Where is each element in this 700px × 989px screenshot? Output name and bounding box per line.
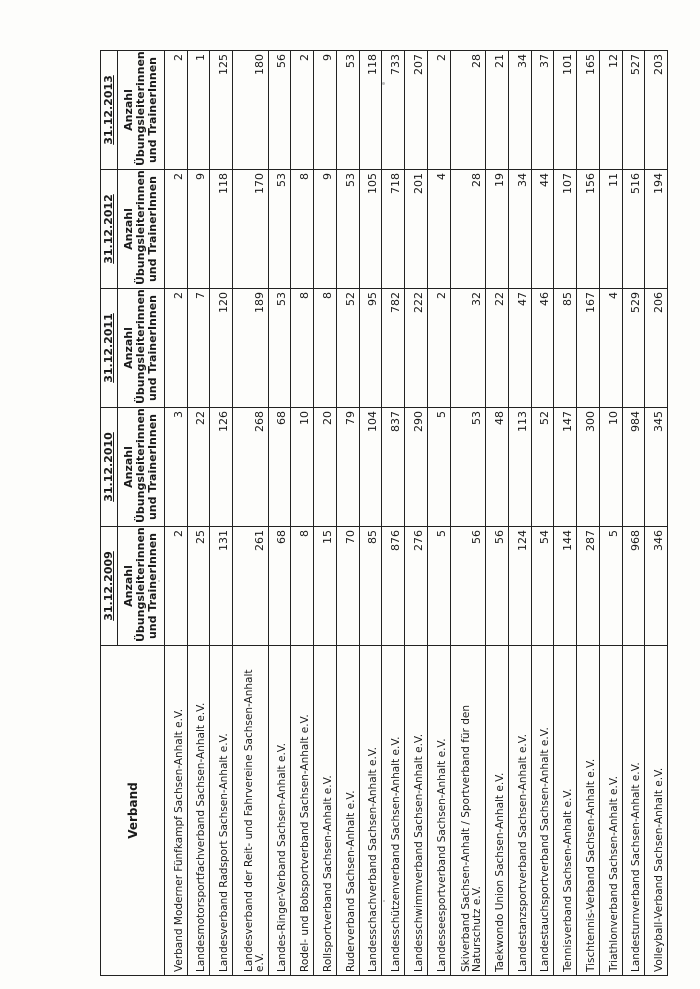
table-row xyxy=(336,51,359,976)
header-year: 31.12.2009 xyxy=(101,527,118,646)
count-cell: 28 xyxy=(450,170,486,289)
count-cell: 10 xyxy=(599,408,622,527)
count-cell: 733 xyxy=(382,51,405,170)
count-cell: 95 xyxy=(359,289,382,408)
table-row xyxy=(622,51,645,976)
table-row xyxy=(531,51,554,976)
count-cell: 2 xyxy=(165,289,188,408)
count-cell: 527 xyxy=(622,51,645,170)
table-row xyxy=(187,51,210,976)
count-cell: 3 xyxy=(165,408,188,527)
header-subtitle-line: und TrainerInnen xyxy=(146,532,159,640)
count-cell: 10 xyxy=(291,408,314,527)
count-cell: 118 xyxy=(210,170,233,289)
count-cell: 268 xyxy=(233,408,269,527)
count-cell: 837 xyxy=(382,408,405,527)
count-cell: 718 xyxy=(382,170,405,289)
count-cell: 53 xyxy=(268,170,291,289)
count-cell: 53 xyxy=(450,408,486,527)
count-cell: 276 xyxy=(405,527,428,646)
table-row xyxy=(577,51,600,976)
count-cell: 113 xyxy=(508,408,531,527)
count-cell: 207 xyxy=(405,51,428,170)
verband-name-cell: Landesturnverband Sachsen-Anhalt e.V. xyxy=(622,646,645,976)
count-cell: 107 xyxy=(554,170,577,289)
count-cell: 79 xyxy=(336,408,359,527)
table-row xyxy=(486,51,509,976)
count-cell: 189 xyxy=(233,289,269,408)
count-cell: 20 xyxy=(314,408,337,527)
table-row xyxy=(554,51,577,976)
header-year: 31.12.2013 xyxy=(101,51,118,170)
count-cell: 8 xyxy=(291,527,314,646)
count-cell: 12 xyxy=(599,51,622,170)
verband-name-cell: Landesverband Radsport Sachsen-Anhalt e.V. xyxy=(210,646,233,976)
count-cell: 1 xyxy=(187,51,210,170)
count-cell: 53 xyxy=(268,289,291,408)
header-subtitle-line: Anzahl xyxy=(122,446,135,488)
table-row xyxy=(645,51,668,976)
count-cell: 984 xyxy=(622,408,645,527)
count-cell: 125 xyxy=(210,51,233,170)
count-cell: 28 xyxy=(450,51,486,170)
verband-name-cell: Landesseesportverband Sachsen-Anhalt e.V. xyxy=(427,646,450,976)
count-cell: 48 xyxy=(486,408,509,527)
count-cell: 194 xyxy=(645,170,668,289)
rotated-table-wrapper xyxy=(100,50,668,976)
count-cell: 118 xyxy=(359,51,382,170)
verband-name-cell: Landesschachverband Sachsen-Anhalt e.V. xyxy=(359,646,382,976)
count-cell: 222 xyxy=(405,289,428,408)
header-subtitle-line: Übungsleiterinnen xyxy=(134,408,147,523)
header-subtitle-line: Übungsleiterinnen xyxy=(134,170,147,285)
header-subtitle xyxy=(118,170,165,289)
count-cell: 9 xyxy=(314,170,337,289)
header-subtitle-line: Anzahl xyxy=(122,89,135,131)
verband-name-cell: Tischtennis-Verband Sachsen-Anhalt e.V. xyxy=(577,646,600,976)
table-row xyxy=(165,51,188,976)
verband-name-cell: Landesschützenverband Sachsen-Anhalt e.V. xyxy=(382,646,405,976)
table-row xyxy=(599,51,622,976)
verband-name-cell: Rollsportverband Sachsen-Anhalt e.V. xyxy=(314,646,337,976)
table-row xyxy=(508,51,531,976)
count-cell: 56 xyxy=(486,527,509,646)
count-cell: 2 xyxy=(427,51,450,170)
count-cell: 37 xyxy=(531,51,554,170)
verband-name-cell: Landestanzsportverband Sachsen-Anhalt e.V. xyxy=(508,646,531,976)
verband-name-cell: Landesverband der Reit- und Fahrvereine Sachsen-Anhalt e.V. xyxy=(233,646,269,976)
count-cell: 287 xyxy=(577,527,600,646)
count-cell: 44 xyxy=(531,170,554,289)
count-cell: 8 xyxy=(291,289,314,408)
count-cell: 147 xyxy=(554,408,577,527)
table-row xyxy=(450,51,486,976)
count-cell: 180 xyxy=(233,51,269,170)
header-subtitle-line: und TrainerInnen xyxy=(146,56,159,164)
count-cell: 68 xyxy=(268,408,291,527)
count-cell: 124 xyxy=(508,527,531,646)
verband-name-cell: Taekwondo Union Sachsen-Anhalt e.V. xyxy=(486,646,509,976)
count-cell: 5 xyxy=(427,527,450,646)
count-cell: 56 xyxy=(268,51,291,170)
count-cell: 261 xyxy=(233,527,269,646)
header-subtitle-line: Übungsleiterinnen xyxy=(134,51,147,166)
count-cell: 516 xyxy=(622,170,645,289)
count-cell: 9 xyxy=(314,51,337,170)
verband-name-cell: Ruderverband Sachsen-Anhalt e.V. xyxy=(336,646,359,976)
count-cell: 25 xyxy=(187,527,210,646)
count-cell: 131 xyxy=(210,527,233,646)
count-cell: 290 xyxy=(405,408,428,527)
header-subtitle-line: und TrainerInnen xyxy=(146,175,159,283)
table-row xyxy=(268,51,291,976)
count-cell: 52 xyxy=(531,408,554,527)
verband-name-cell: Volleyball-Verband Sachsen-Anhalt e.V. xyxy=(645,646,668,976)
count-cell: 165 xyxy=(577,51,600,170)
header-subtitle-line: Übungsleiterinnen xyxy=(134,289,147,404)
count-cell: 5 xyxy=(599,527,622,646)
verband-name-cell: Landesmotorsportfachverband Sachsen-Anhalt e.V. xyxy=(187,646,210,976)
count-cell: 346 xyxy=(645,527,668,646)
table-row xyxy=(427,51,450,976)
header-year: 31.12.2011 xyxy=(101,289,118,408)
count-cell: 104 xyxy=(359,408,382,527)
verband-name-cell: Triathlonverband Sachsen-Anhalt e.V. xyxy=(599,646,622,976)
verband-name-cell: Verband Moderner Fünfkampf Sachsen-Anhalt e.V. xyxy=(165,646,188,976)
verband-name-cell: Tennisverband Sachsen-Anhalt e.V. xyxy=(554,646,577,976)
count-cell: 22 xyxy=(486,289,509,408)
header-year: 31.12.2010 xyxy=(101,408,118,527)
verband-name-cell: Landesschwimmverband Sachsen-Anhalt e.V. xyxy=(405,646,428,976)
count-cell: 46 xyxy=(531,289,554,408)
count-cell: 22 xyxy=(187,408,210,527)
count-cell: 34 xyxy=(508,51,531,170)
count-cell: 15 xyxy=(314,527,337,646)
count-cell: 32 xyxy=(450,289,486,408)
count-cell: 120 xyxy=(210,289,233,408)
header-verband: Verband xyxy=(101,646,165,976)
count-cell: 167 xyxy=(577,289,600,408)
count-cell: 300 xyxy=(577,408,600,527)
count-cell: 68 xyxy=(268,527,291,646)
count-cell: 170 xyxy=(233,170,269,289)
header-subtitle-line: und TrainerInnen xyxy=(146,413,159,521)
count-cell: 345 xyxy=(645,408,668,527)
header-subtitle xyxy=(118,289,165,408)
count-cell: 4 xyxy=(427,170,450,289)
count-cell: 105 xyxy=(359,170,382,289)
count-cell: 101 xyxy=(554,51,577,170)
count-cell: 9 xyxy=(187,170,210,289)
count-cell: 203 xyxy=(645,51,668,170)
verband-name-cell: Landes-Ringer-Verband Sachsen-Anhalt e.V. xyxy=(268,646,291,976)
count-cell: 70 xyxy=(336,527,359,646)
count-cell: 144 xyxy=(554,527,577,646)
table-row xyxy=(314,51,337,976)
header-year: 31.12.2012 xyxy=(101,170,118,289)
header-subtitle xyxy=(118,408,165,527)
count-cell: 2 xyxy=(427,289,450,408)
count-cell: 53 xyxy=(336,170,359,289)
count-cell: 5 xyxy=(427,408,450,527)
count-cell: 2 xyxy=(291,51,314,170)
count-cell: 11 xyxy=(599,170,622,289)
count-cell: 201 xyxy=(405,170,428,289)
count-cell: 876 xyxy=(382,527,405,646)
count-cell: 206 xyxy=(645,289,668,408)
count-cell: 2 xyxy=(165,527,188,646)
count-cell: 2 xyxy=(165,170,188,289)
table-body xyxy=(165,51,668,976)
table-row xyxy=(405,51,428,976)
header-subtitle xyxy=(118,51,165,170)
count-cell: 2 xyxy=(165,51,188,170)
table-row xyxy=(382,51,405,976)
count-cell: 53 xyxy=(336,51,359,170)
table-row xyxy=(359,51,382,976)
uebungsleiter-table xyxy=(100,50,668,976)
count-cell: 85 xyxy=(554,289,577,408)
table-row xyxy=(233,51,269,976)
header-subtitle-line: Anzahl xyxy=(122,208,135,250)
count-cell: 8 xyxy=(291,170,314,289)
count-cell: 529 xyxy=(622,289,645,408)
count-cell: 34 xyxy=(508,170,531,289)
header-subtitle-line: und TrainerInnen xyxy=(146,294,159,402)
header-subtitle xyxy=(118,527,165,646)
count-cell: 968 xyxy=(622,527,645,646)
verband-name-cell: Landestauchsportverband Sachsen-Anhalt e.V. xyxy=(531,646,554,976)
count-cell: 85 xyxy=(359,527,382,646)
count-cell: 47 xyxy=(508,289,531,408)
count-cell: 56 xyxy=(450,527,486,646)
header-subtitle-line: Anzahl xyxy=(122,565,135,607)
count-cell: 156 xyxy=(577,170,600,289)
count-cell: 8 xyxy=(314,289,337,408)
count-cell: 21 xyxy=(486,51,509,170)
count-cell: 126 xyxy=(210,408,233,527)
verband-name-cell: Skiverband Sachsen-Anhalt / Sportverband für den Naturschutz e.V. xyxy=(450,646,486,976)
header-subtitle-line: Anzahl xyxy=(122,327,135,369)
table-row xyxy=(210,51,233,976)
header-row-years xyxy=(101,51,118,976)
table-row xyxy=(291,51,314,976)
count-cell: 54 xyxy=(531,527,554,646)
count-cell: 782 xyxy=(382,289,405,408)
count-cell: 52 xyxy=(336,289,359,408)
count-cell: 19 xyxy=(486,170,509,289)
count-cell: 4 xyxy=(599,289,622,408)
count-cell: 7 xyxy=(187,289,210,408)
verband-name-cell: Rodel- und Bobsportverband Sachsen-Anhalt e.V. xyxy=(291,646,314,976)
header-subtitle-line: Übungsleiterinnen xyxy=(134,527,147,642)
